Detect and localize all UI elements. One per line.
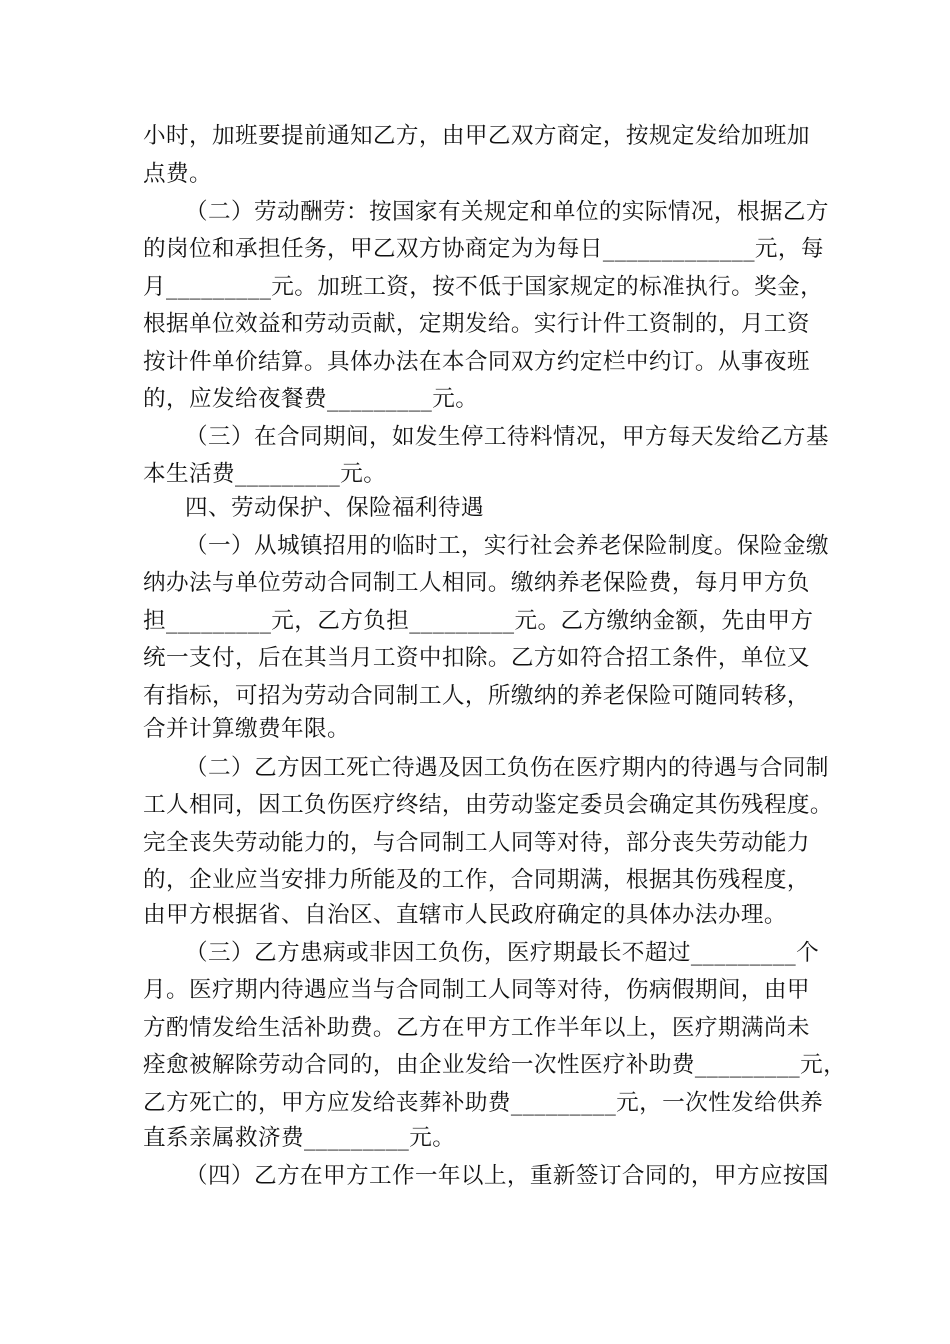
text-line: 统一支付，后在其当月工资中扣除。乙方如符合招工条件，单位又 [143, 645, 810, 671]
text-line: （一）从城镇招用的临时工，实行社会养老保险制度。保险金缴 [185, 533, 829, 559]
text-line: （二）乙方因工死亡待遇及因工负伤在医疗期内的待遇与合同制 [185, 755, 829, 781]
section-heading: 四、劳动保护、保险福利待遇 [185, 495, 484, 521]
text-line: 小时，加班要提前通知乙方，由甲乙双方商定，按规定发给加班加 [143, 123, 810, 149]
text-line: 方酌情发给生活补助费。乙方在甲方工作半年以上，医疗期满尚未 [143, 1015, 810, 1041]
text-line: （二）劳动酬劳：按国家有关规定和单位的实际情况，根据乙方 [185, 199, 829, 225]
text-line: 本生活费_________元。 [143, 461, 387, 487]
text-line: 直系亲属救济费_________元。 [143, 1125, 456, 1151]
text-line: 完全丧失劳动能力的，与合同制工人同等对待，部分丧失劳动能力 [143, 830, 810, 856]
text-line: 的岗位和承担任务，甲乙双方协商定为为每日_____________元，每 [143, 236, 824, 262]
text-line: 有指标，可招为劳动合同制工人，所缴纳的养老保险可随同转移， [143, 683, 810, 709]
text-line: 按计件单价结算。具体办法在本合同双方约定栏中约订。从事夜班 [143, 349, 810, 375]
text-line: 乙方死亡的，甲方应发给丧葬补助费_________元，一次性发给供养 [143, 1090, 824, 1116]
text-line: 由甲方根据省、自治区、直辖市人民政府确定的具体办法办理。 [143, 902, 787, 928]
text-line: 担_________元，乙方负担_________元。乙方缴纳金额，先由甲方 [143, 608, 814, 634]
text-line: （三）乙方患病或非因工负伤，医疗期最长不超过_________个 [185, 940, 820, 966]
text-line: （三）在合同期间，如发生停工待料情况，甲方每天发给乙方基 [185, 424, 829, 450]
text-line: （四）乙方在甲方工作一年以上，重新签订合同的，甲方应按国 [185, 1163, 829, 1189]
text-line: 痊愈被解除劳动合同的，由企业发给一次性医疗补助费_________元， [143, 1052, 847, 1078]
text-line: 月_________元。加班工资，按不低于国家规定的标准执行。奖金， [143, 274, 824, 300]
text-line: 合并计算缴费年限。 [143, 716, 350, 742]
text-line: 的，企业应当安排力所能及的工作，合同期满，根据其伤残程度， [143, 867, 810, 893]
text-line: 根据单位效益和劳动贡献，定期发给。实行计件工资制的，月工资 [143, 311, 810, 337]
text-line: 工人相同，因工负伤医疗终结，由劳动鉴定委员会确定其伤残程度。 [143, 792, 833, 818]
text-line: 的，应发给夜餐费_________元。 [143, 386, 479, 412]
text-line: 点费。 [143, 161, 212, 187]
text-line: 纳办法与单位劳动合同制工人相同。缴纳养老保险费，每月甲方负 [143, 570, 810, 596]
text-line: 月。医疗期内待遇应当与合同制工人同等对待，伤病假期间，由甲 [143, 977, 810, 1003]
